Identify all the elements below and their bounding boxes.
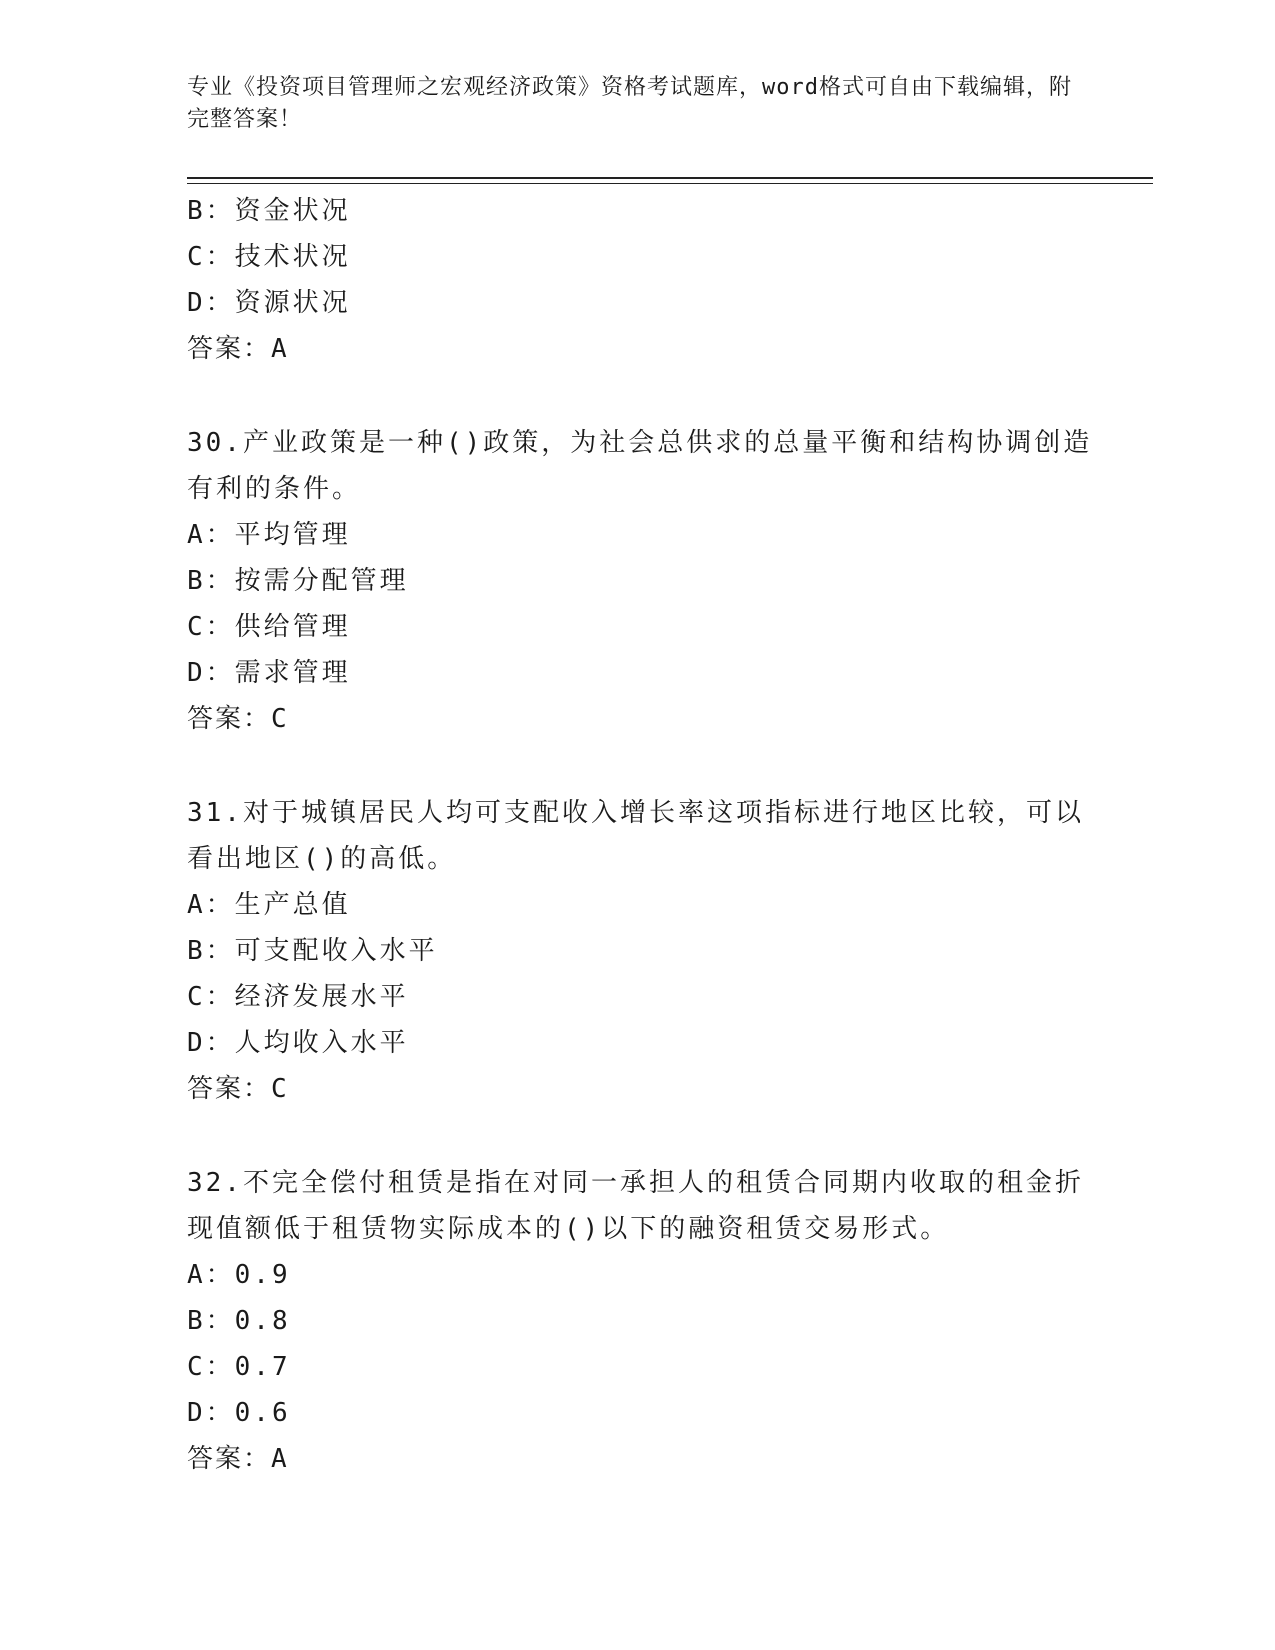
document-header: 专业《投资项目管理师之宏观经济政策》资格考试题库，word格式可自由下载编辑，附完整答案！	[187, 75, 1072, 132]
question-30	[187, 420, 1093, 742]
question-stem: 31.对于城镇居民人均可支配收入增长率这项指标进行地区比较，可以	[187, 798, 1084, 828]
answer-label: 答案：A	[187, 334, 289, 364]
question-32	[187, 1160, 1087, 1482]
option-c: C：经济发展水平	[187, 982, 409, 1012]
answer-label: 答案：C	[187, 1074, 289, 1104]
option-c: C：技术状况	[187, 242, 351, 272]
question-29-partial	[187, 188, 1087, 372]
option-b: B：资金状况	[187, 196, 351, 226]
question-31	[187, 790, 1087, 1112]
answer-label: 答案：A	[187, 1444, 289, 1474]
option-a: A：0.9	[187, 1260, 291, 1290]
question-stem-continued: 看出地区()的高低。	[187, 844, 457, 874]
question-stem-continued: 现值额低于租赁物实际成本的()以下的融资租赁交易形式。	[187, 1214, 950, 1244]
option-d: D：资源状况	[187, 288, 351, 318]
question-stem-continued: 有利的条件。	[187, 474, 362, 504]
question-stem: 32.不完全偿付租赁是指在对同一承担人的租赁合同期内收取的租金折	[187, 1168, 1084, 1198]
option-d: D：人均收入水平	[187, 1028, 409, 1058]
option-a: A：平均管理	[187, 520, 351, 550]
header-divider-thin	[187, 183, 1153, 184]
option-b: B：0.8	[187, 1306, 291, 1336]
option-b: B：可支配收入水平	[187, 936, 438, 966]
option-a: A：生产总值	[187, 890, 351, 920]
option-b: B：按需分配管理	[187, 566, 409, 596]
answer-label: 答案：C	[187, 704, 289, 734]
header-divider-thick	[187, 177, 1153, 179]
question-stem: 30.产业政策是一种()政策，为社会总供求的总量平衡和结构协调创造	[187, 428, 1093, 458]
option-c: C：供给管理	[187, 612, 351, 642]
option-d: D：需求管理	[187, 658, 351, 688]
option-c: C：0.7	[187, 1352, 291, 1382]
question-list	[187, 188, 1093, 1482]
option-d: D：0.6	[187, 1398, 291, 1428]
